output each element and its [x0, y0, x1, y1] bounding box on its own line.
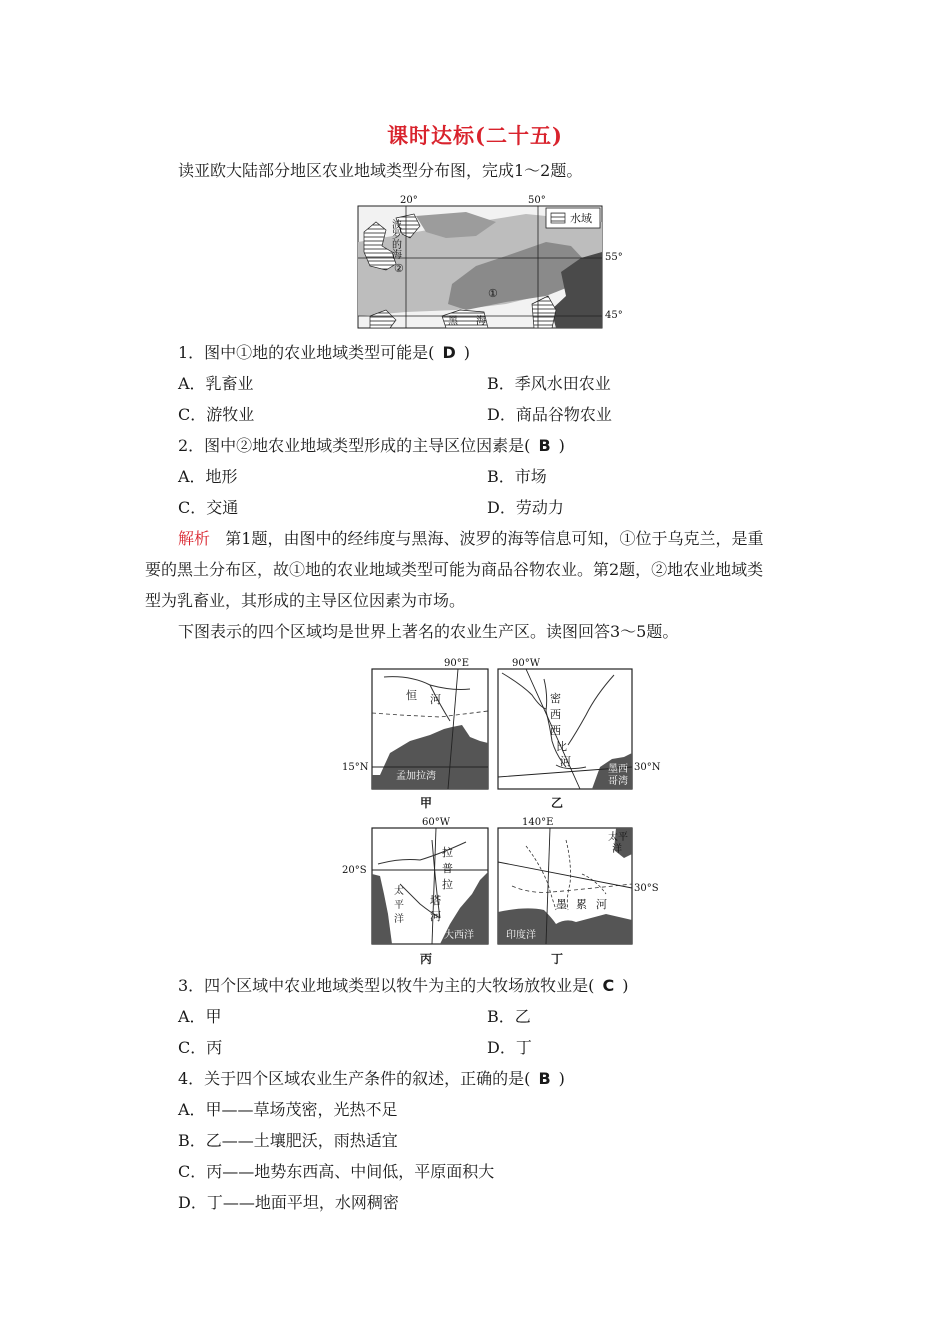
svg-text:洋: 洋 [394, 914, 404, 925]
q2-option-b: B．市场 [487, 467, 547, 486]
svg-text:墨西: 墨西 [608, 764, 628, 775]
lat-label-55: 55° [605, 252, 623, 263]
q1-option-b: B．季风水田农业 [487, 374, 611, 393]
q3-option-d: D．丁 [487, 1038, 532, 1057]
page-title: 课时达标(二十五) [387, 123, 563, 148]
q2-stem: 2．图中②地农业地域类型形成的主导区位因素是( B ) [178, 436, 565, 455]
yi-lon: 90°W [512, 658, 541, 669]
q3-stem: 3．四个区域中农业地域类型以牧牛为主的大牧场放牧业是( C ) [178, 976, 629, 995]
map-bing [340, 814, 490, 960]
svg-text:海: 海 [476, 316, 486, 327]
q3-option-b: B．乙 [487, 1007, 531, 1026]
q4-stem: 4．关于四个区域农业生产条件的叙述，正确的是( B ) [178, 1069, 565, 1088]
q2-option-a: A．地形 [178, 467, 238, 486]
svg-text:黑: 黑 [448, 316, 458, 327]
q4-option-c: C．丙——地势东西高、中间低，平原面积大 [178, 1162, 495, 1181]
marker-2: ② [394, 262, 404, 275]
svg-text:拉: 拉 [442, 846, 453, 859]
svg-text:哥湾: 哥湾 [608, 776, 628, 787]
intro-1: 读亚欧大陆部分地区农业地域类型分布图，完成1～2题。 [178, 161, 583, 180]
svg-text:墨: 墨 [556, 898, 567, 911]
svg-text:普: 普 [442, 862, 453, 875]
svg-text:拉: 拉 [442, 878, 453, 891]
svg-text:罗: 罗 [392, 230, 402, 241]
caption-yi: 乙 [551, 796, 564, 810]
svg-text:的: 的 [392, 240, 402, 251]
ding-lon: 140°E [522, 817, 554, 828]
marker-1: ① [488, 287, 498, 300]
svg-text:密: 密 [550, 692, 561, 705]
q4-answer: B [538, 1069, 551, 1088]
map-jia [340, 655, 490, 795]
svg-text:河: 河 [430, 910, 441, 923]
q2-option-d: D．劳动力 [487, 498, 564, 517]
jia-lat: 15°N [342, 762, 369, 773]
svg-text:洋: 洋 [612, 844, 622, 855]
bing-lon: 60°W [422, 817, 451, 828]
analysis-label: 解析 [178, 529, 211, 548]
svg-text:河: 河 [596, 898, 607, 911]
q4-option-a: A．甲——草场茂密，光热不足 [178, 1100, 398, 1119]
svg-text:恒: 恒 [406, 689, 417, 702]
q4-option-b: B．乙——土壤肥沃，雨热适宜 [178, 1131, 398, 1150]
svg-text:波: 波 [392, 220, 402, 231]
q1-option-c: C．游牧业 [178, 405, 255, 424]
caption-bing: 丙 [420, 952, 433, 966]
svg-text:西: 西 [550, 708, 561, 721]
eurasia-agriculture-map [356, 192, 631, 332]
q1-option-a: A．乳畜业 [178, 374, 254, 393]
svg-text:比: 比 [556, 740, 567, 753]
lon-label-50: 50° [528, 195, 546, 206]
svg-text:塔: 塔 [430, 894, 441, 907]
q2-answer: B [538, 436, 551, 455]
svg-text:累: 累 [576, 898, 587, 911]
svg-text:平: 平 [394, 900, 404, 911]
q4-option-d: D．丁——地面平坦，水网稠密 [178, 1193, 399, 1212]
q3-option-a: A．甲 [178, 1007, 222, 1026]
q1-option-d: D．商品谷物农业 [487, 405, 612, 424]
map-yi [496, 655, 661, 795]
intro-2: 下图表示的四个区域均是世界上著名的农业生产区。读图回答3～5题。 [178, 622, 679, 641]
svg-text:太: 太 [394, 886, 404, 897]
q1-answer: D [442, 343, 456, 362]
jia-sea: 孟加拉湾 [396, 771, 436, 782]
analysis-line-2: 要的黑土分布区，故①地的农业地域类型可能为商品谷物农业。第2题，②地农业地域类 [145, 560, 764, 579]
q3-answer: C [602, 976, 615, 995]
bing-sea: 大西洋 [444, 930, 474, 941]
caption-ding: 丁 [551, 952, 564, 966]
ding-sea: 印度洋 [506, 930, 536, 941]
ding-lat: 30°S [634, 883, 659, 894]
bing-lat: 20°S [342, 865, 367, 876]
svg-text:海: 海 [392, 250, 402, 261]
analysis-line-1: 解析 第1题，由图中的经纬度与黑海、波罗的海等信息可知，①位于乌克兰，是重 [178, 529, 764, 548]
jia-lon: 90°E [444, 658, 470, 669]
legend-label: 水域 [570, 212, 592, 225]
analysis-line-3: 型为乳畜业，其形成的主导区位因素为市场。 [145, 591, 466, 610]
lat-label-45: 45° [605, 310, 623, 321]
svg-text:太平: 太平 [608, 832, 628, 843]
map-ding [496, 814, 659, 960]
svg-text:西: 西 [550, 724, 561, 737]
caption-jia: 甲 [420, 796, 433, 810]
q1-stem: 1．图中①地的农业地域类型可能是( D ) [178, 343, 470, 362]
yi-lat: 30°N [634, 762, 661, 773]
lon-label-20: 20° [400, 195, 418, 206]
svg-text:河: 河 [560, 755, 571, 768]
svg-text:河: 河 [430, 693, 441, 706]
q2-option-c: C．交通 [178, 498, 239, 517]
q3-option-c: C．丙 [178, 1038, 223, 1057]
